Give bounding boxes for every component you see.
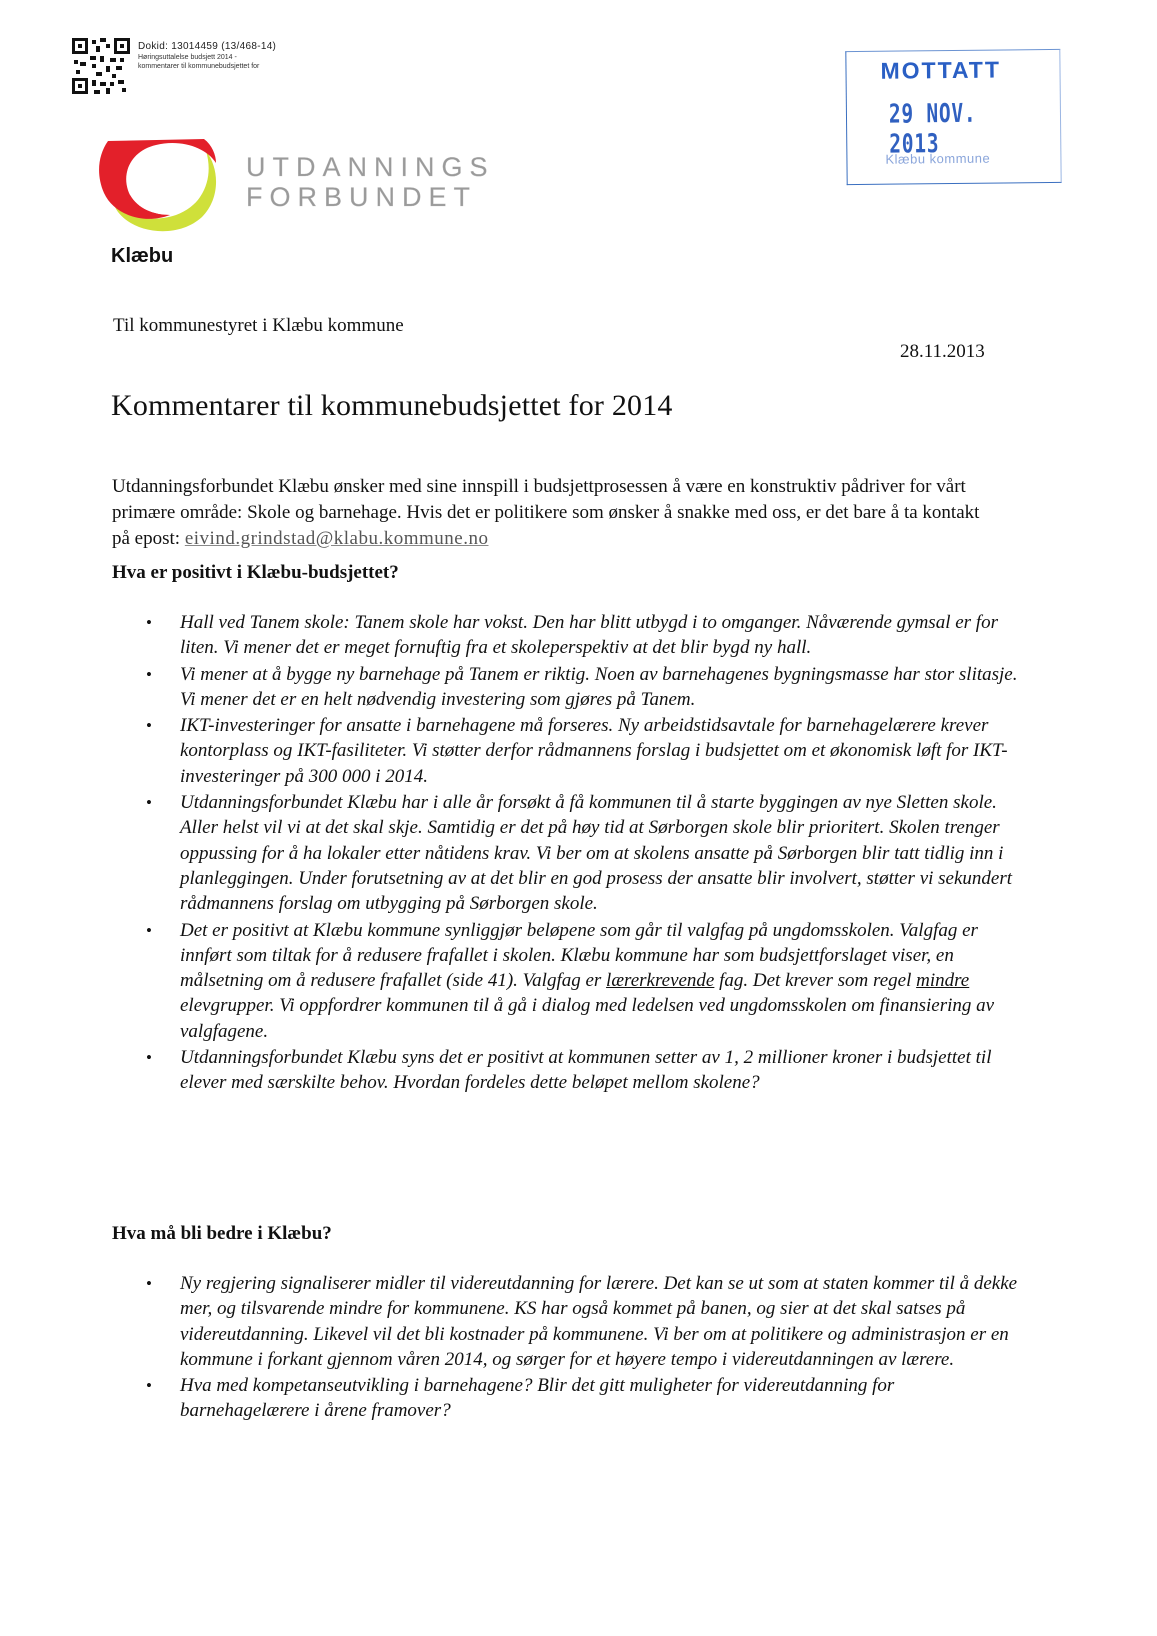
document-id: Dokid: 13014459 (13/468-14) (138, 41, 277, 52)
list-item: • Hva med kompetanseutvikling i barnehagene? Blir det gitt muligheter for videreutdanning for barnehagelærere i årene framover? (146, 1375, 895, 1422)
list-item: • Utdanningsforbundet Klæbu har i alle år forsøkt å få kommunen til å starte byggingen av nye Sletten skole. Aller helst vil vi at det skal skje. Samtidig er det på høy tid at Sørborgen skole blir prioritert. Skolen trenger oppussing for å ha lokaler etter nåtidens krav. Vi ber om at skolens ansatte på Sørborgen blir tatt tidlig inn i planleggingen. Under forutsetning av at det blir en god prosess der ansatte blir involvert, støtter vi sekundert rådmannens forslag om utbygging på Sørborgen skole. (146, 792, 1013, 915)
received-stamp (845, 49, 1061, 185)
list-item: • Vi mener at å bygge ny barnehage på Tanem er riktig. Noen av barnehagenes bygningsmasse har stor slitasje. Vi mener det er en helt nødvendig investering som gjøres på Tanem. (146, 663, 1018, 710)
bullet-icon: • (146, 1048, 152, 1068)
positive-list (146, 610, 1026, 1096)
brand-line-2: FORBUNDET (246, 182, 477, 212)
letter-date: 28.11.2013 (900, 341, 985, 362)
list-item: • Ny regjering signaliserer midler til videreutdanning for lærere. Det kan se ut som at staten kommer til å dekke mer, og tilsvarende mindre for kommunene. KS har også kommet på banen, og sier at det skal satses på videreutdanning. Likevel vil det bli kostnader på kommunene. Vi ber om at politikere og administrasjon er en kommune i forkant gjennom våren 2014, og sørger for et høyere tempo i videreutdanningen av lærere. (146, 1273, 1018, 1370)
page-title: Kommentarer til kommunebudsjettet for 2014 (111, 389, 673, 422)
underlined-word: lærerkrevende (606, 970, 715, 992)
stamp-date: 29 NOV. 2013 (888, 98, 977, 160)
document-subject-cont: kommentarer til kommunebudsjettet for (138, 63, 260, 70)
email-link[interactable]: eivind.grindstad@klabu.kommune.no (184, 528, 489, 549)
bullet-icon: • (146, 793, 152, 813)
section-heading-improve: Hva må bli bedre i Klæbu? (112, 1223, 332, 1244)
utdanningsforbundet-logo-icon (96, 133, 222, 237)
stamp-title: MOTTATT (880, 56, 1002, 84)
brand-line-1: UTDANNINGS (246, 152, 495, 182)
underlined-word: mindre (916, 970, 970, 992)
list-item: • Det er positivt at Klæbu kommune synliggjør beløpene som går til valgfag på ungdomsskolen. Valgfag er innført som tiltak for å redusere frafallet i skolen. Klæbu kommune har som budsjettforslaget viser, en målsetning om å redusere frafallet (side 41). Valgfag er lærerkrevende fag. Det krever som regel mindre elevgrupper. Vi oppfordrer kommunen til å gå i dialog med ledelsen ved ungdomsskolen om finansiering av valgfagene. (146, 919, 995, 1042)
improve-list (146, 1271, 1026, 1424)
brand-name (246, 152, 495, 212)
stamp-place: Klæbu kommune (885, 150, 991, 167)
section-heading-positive: Hva er positivt i Klæbu-budsjettet? (112, 562, 399, 583)
document-id-block (72, 38, 276, 94)
list-item: • IKT-investeringer for ansatte i barnehagene må forseres. Ny arbeidstidsavtale for barnehagelærere krever kontorplass og IKT-fasiliteter. Vi støtter derfor rådmannens forslag i budsjettet om et økonomisk løft for IKT-investeringer på 300 000 i 2014. (146, 715, 1008, 787)
document-subject: Høringsuttalelse budsjett 2014 - (138, 54, 237, 61)
bullet-icon: • (146, 716, 152, 736)
bullet-icon: • (146, 920, 152, 940)
recipient: Til kommunestyret i Klæbu kommune (113, 315, 404, 336)
intro-paragraph (112, 474, 992, 552)
qr-code-icon (72, 38, 130, 94)
bullet-icon: • (146, 664, 152, 684)
bullet-icon: • (146, 613, 152, 632)
intro-text: Utdanningsforbundet Klæbu ønsker med sine innspill i budsjettprosessen å være en konstruktiv pådriver for vårt primære område: Skole og barnehage. Hvis det er politikere som ønsker å snakke med oss, er det bare å ta kontakt på epost: (112, 476, 980, 549)
list-item: • Utdanningsforbundet Klæbu syns det er positivt at kommunen setter av 1, 2 millioner kroner i budsjettet til elever med særskilte behov. Hvordan fordeles dette beløpet mellom skolene? (146, 1047, 992, 1094)
bullet-icon: • (146, 1376, 152, 1396)
bullet-icon: • (146, 1274, 152, 1293)
list-item: • Hall ved Tanem skole: Tanem skole har vokst. Den har blitt utbygd i to omganger. Nåværende gymsal er for liten. Vi mener det er meget fornuftig fra et skoleperspektiv at det blir bygd ny hall. (146, 612, 998, 659)
local-branch: Klæbu (111, 245, 174, 267)
